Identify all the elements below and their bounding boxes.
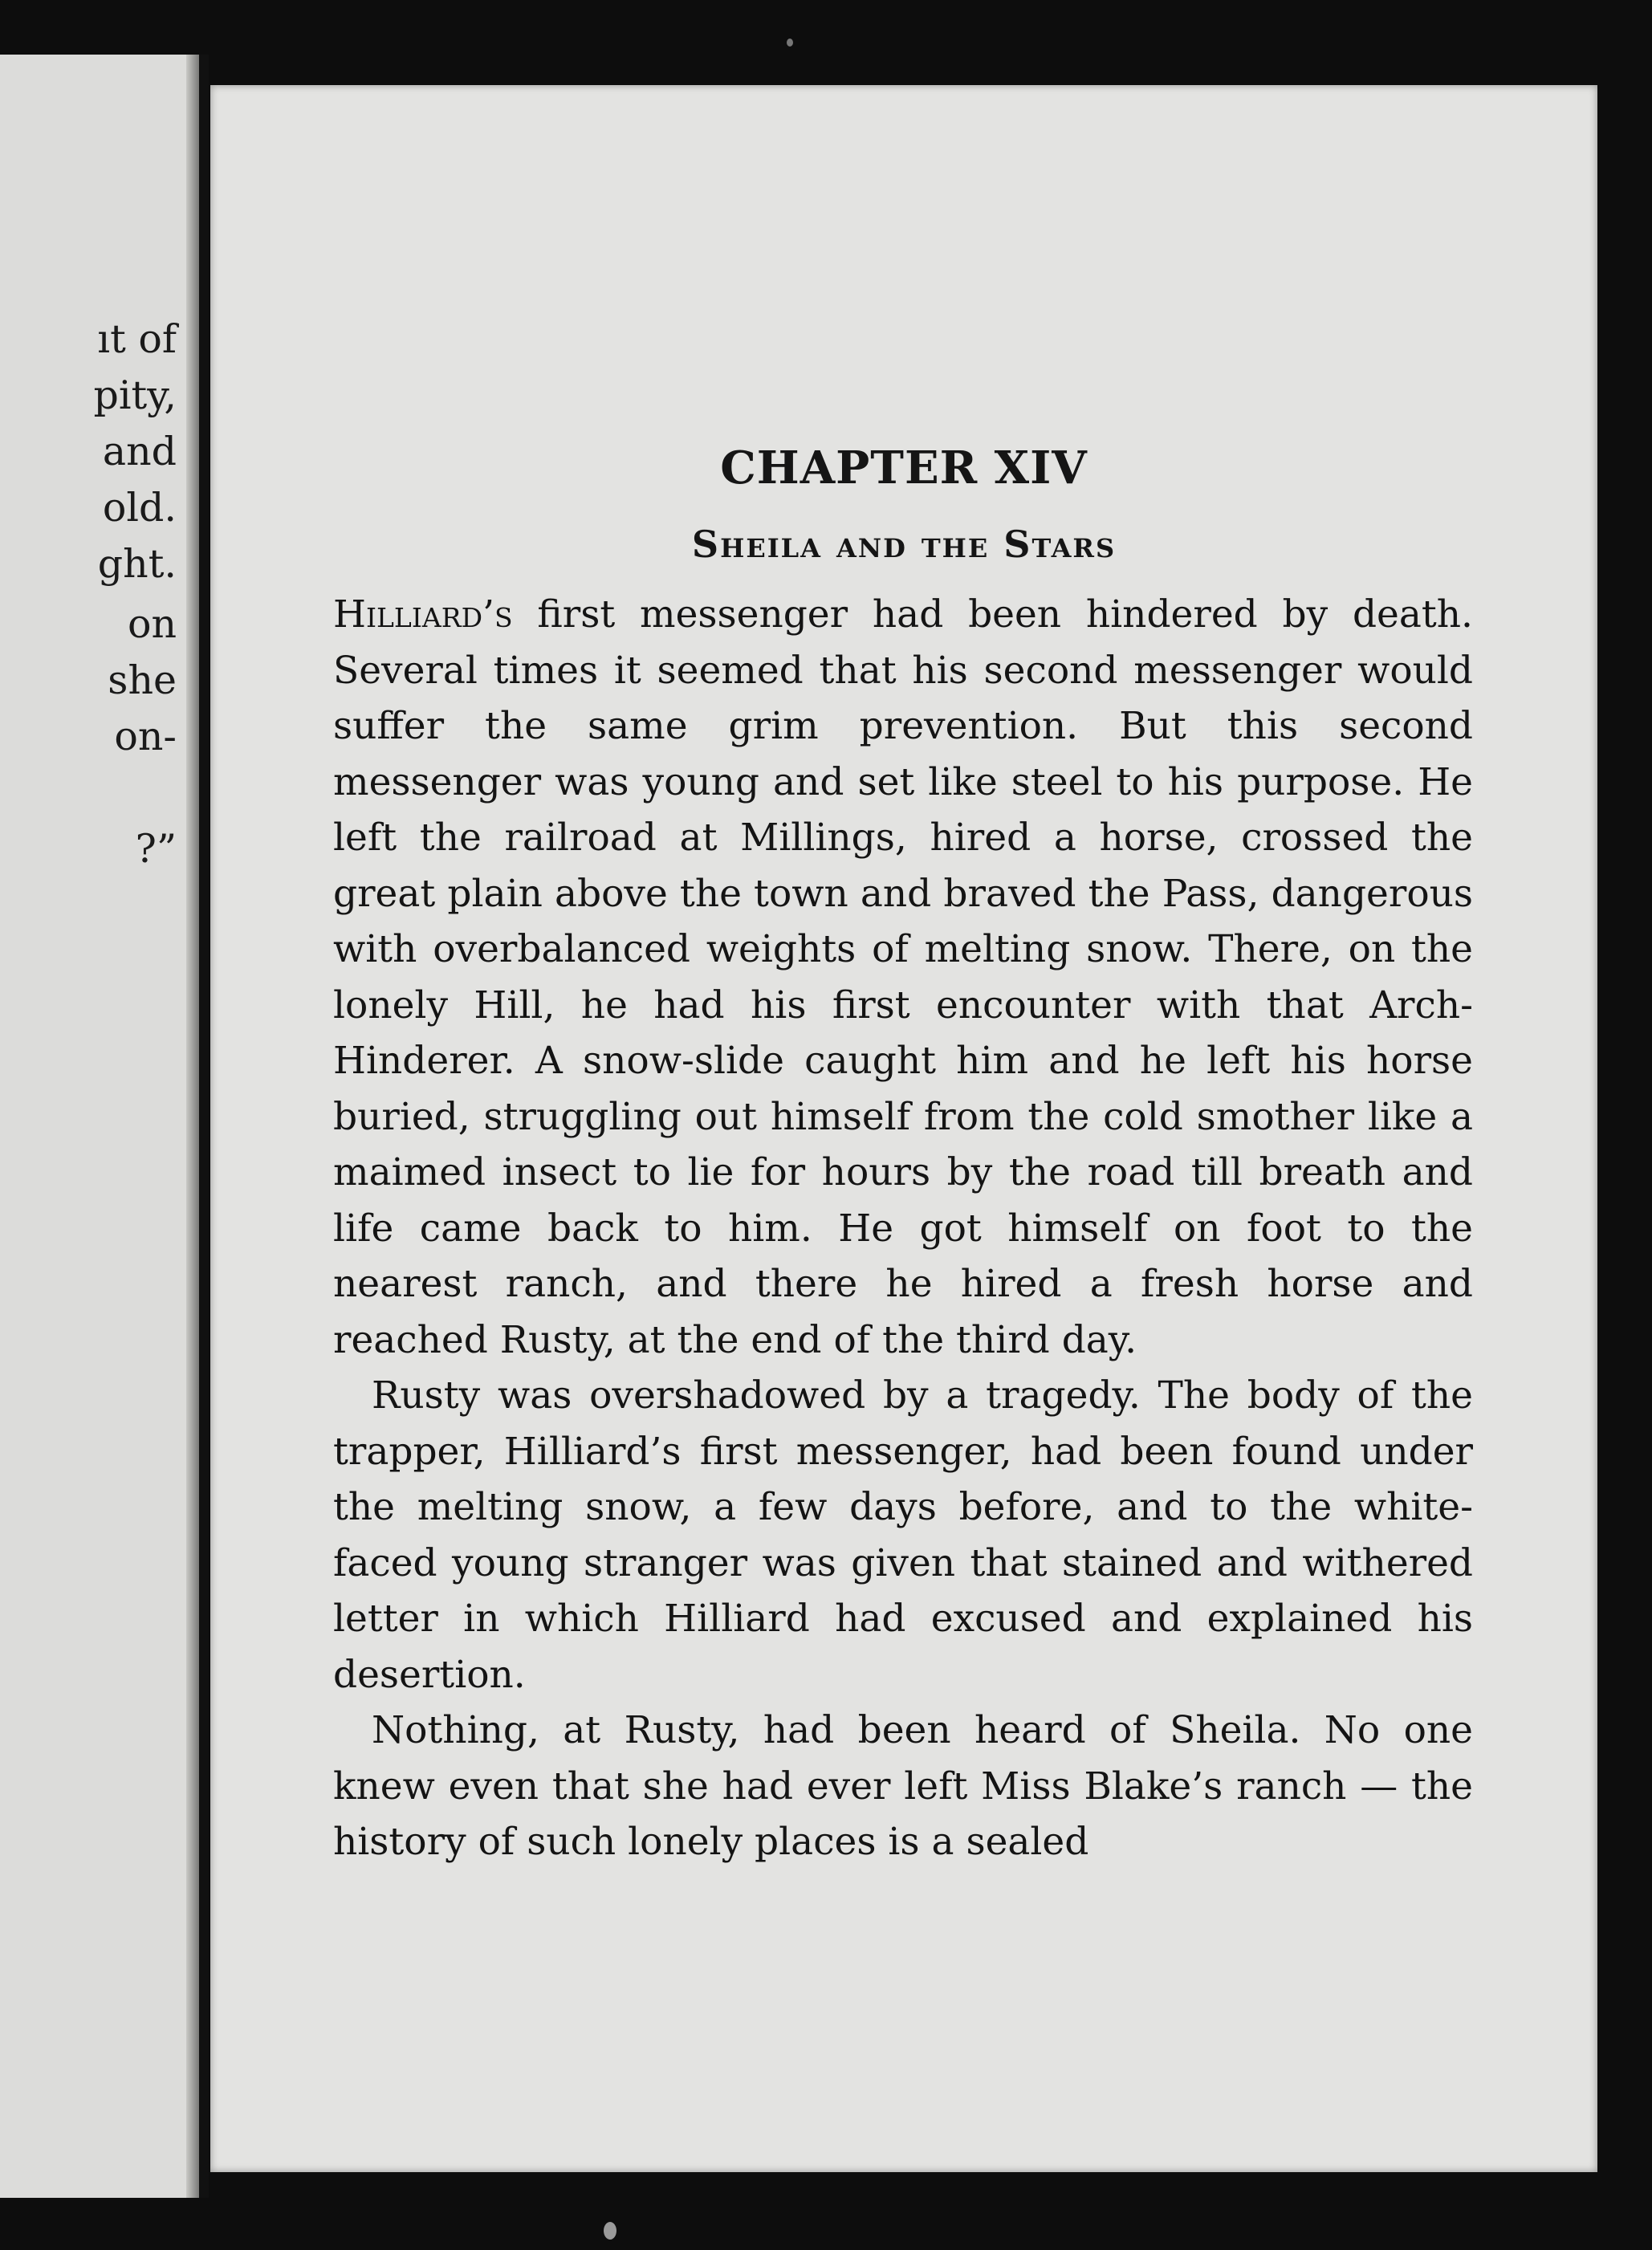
page-edge-shadow	[186, 55, 199, 2198]
paragraph-text: first messenger had been hindered by death. Several times it seemed that his second messenger would suffer the same grim prevention. But this second messenger was young and set like steel to his purpose. He left the railroad at Millings, hired a horse, crossed the great plain above the town and braved the Pass, dangerous with overbalanced weights of melting snow. There, on the lonely Hill, he had his first encounter with that Arch-Hinderer. A snow-slide caught him and he left his horse buried, struggling out himself from the cold smother like a maimed insect to lie for hours by the road till breath and life came back to him. He got himself on foot to the nearest ranch, and there he hired a fresh horse and reached Rusty, at the end of the third day.	[333, 592, 1473, 1362]
ink-speck	[604, 2222, 616, 2240]
left-page-line: ıt of	[97, 316, 177, 362]
left-page-line: ght.	[97, 541, 177, 587]
body-text	[333, 587, 1473, 1870]
right-page	[210, 85, 1597, 2172]
ink-speck	[787, 39, 793, 47]
left-page-line: on	[127, 601, 177, 647]
left-page-line: old.	[102, 485, 177, 531]
left-page-line: she	[108, 657, 177, 703]
left-page-line: ?”	[135, 826, 177, 872]
left-page-fragment	[0, 55, 199, 2198]
left-page-line: pity,	[93, 372, 177, 418]
paragraph: Nothing, at Rusty, had been heard of Sheila. No one knew even that she had ever left Miss Blake’s ranch — the history of such lonely places is a sealed	[333, 1708, 1473, 1864]
chapter-title: Sheila and the Stars	[691, 523, 1117, 566]
drop-word: Hilliard’s	[333, 592, 513, 637]
book-gutter	[199, 55, 209, 2198]
chapter-heading: CHAPTER XIV	[720, 441, 1088, 494]
paragraph	[333, 587, 1473, 1368]
left-page-line: and	[102, 429, 177, 474]
paragraph: Rusty was overshadowed by a tragedy. The body of the trapper, Hilliard’s first messenger, had been found under the melting snow, a few days before, and to the white-faced young stranger was given that stained and withered letter in which Hilliard had excused and explained his desertion.	[333, 1373, 1473, 1697]
left-page-line: on-	[114, 714, 177, 759]
